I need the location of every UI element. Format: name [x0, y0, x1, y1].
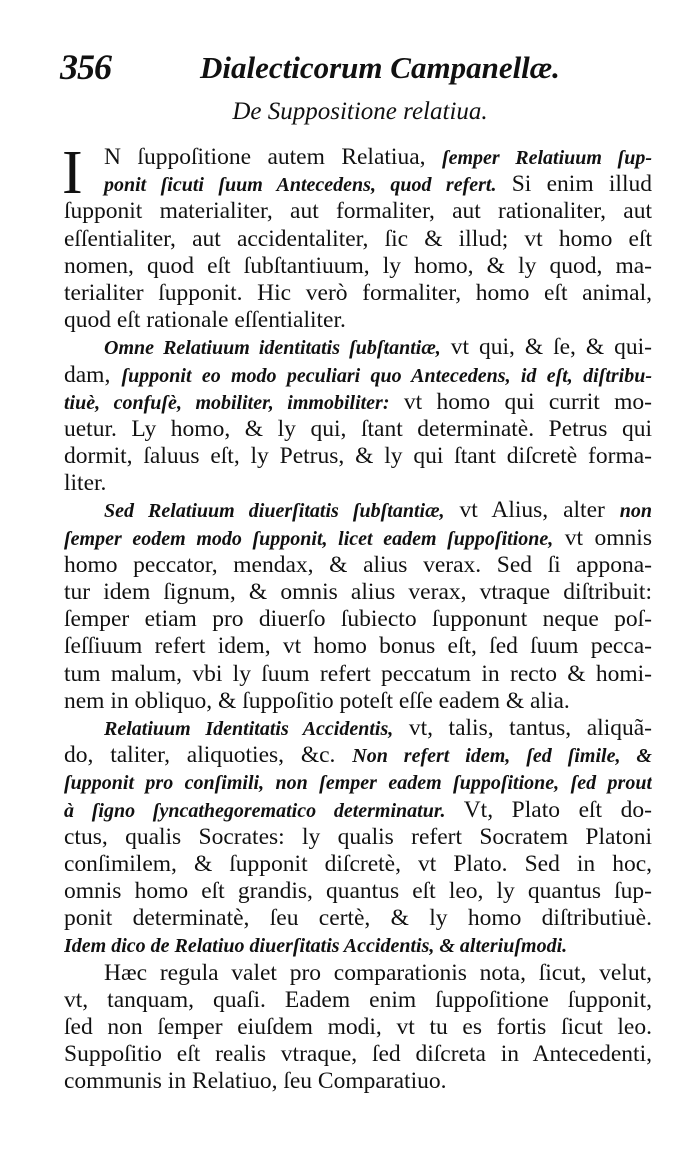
text-run: uetur. Ly homo, & ly qui, ſtant determinatè. Petrus qui [64, 415, 652, 442]
text-line [64, 497, 652, 524]
text-run: ctus, qualis Socrates: ly qualis refert Socratem Platoni [64, 823, 652, 850]
text-run: vt qui, & ſe, & qui- [440, 334, 652, 361]
text-run: Si enim illud [496, 171, 652, 198]
text-lines [62, 139, 652, 1096]
text-run: nem in obliquo, & ſuppoſitio poteſt eſſe eadem & alia. [64, 687, 570, 714]
text-line [64, 307, 652, 334]
text-run: nomen, quod eſt ſubſtantiuum, ly homo, & ly quod, ma- [64, 252, 652, 279]
text-run: quod eſt rationale eſſentialiter. [64, 307, 346, 334]
italic-run: ſupponit pro conſimili, non ſemper eadem ſuppoſitione, ſed prout [64, 772, 652, 795]
text-line [64, 443, 652, 470]
text-run: dam, [64, 361, 122, 388]
text-run: eſſentialiter, aut accidentaliter, ſic & illud; vt homo eſt [64, 225, 652, 252]
italic-run: non [619, 500, 652, 523]
text-line [64, 987, 652, 1014]
text-line [64, 198, 652, 225]
text-run: Suppoſitio eſt realis vtraque, ſed diſcreta in Antecedenti, [64, 1041, 652, 1068]
text-run: ſupponit materialiter, aut formaliter, aut rationaliter, aut [64, 198, 652, 225]
text-run: dormit, ſaluus eſt, ly Petrus, & ly qui ſtant diſcretè forma- [64, 443, 652, 470]
italic-run: Omne Relatiuum identitatis ſubſtantiæ, [104, 337, 441, 360]
text-line [64, 171, 652, 198]
text-run: tum malum, vbi ly ſuum refert peccatum in recto & homi- [64, 660, 652, 687]
text-line [64, 334, 652, 361]
body-text [62, 139, 652, 1096]
text-line [64, 661, 652, 688]
text-run: homo peccator, mendax, & alius verax. Sed ſi appona- [64, 551, 652, 578]
italic-run: Sed Relatiuum diuerſitatis ſubſtantiæ, [104, 500, 445, 523]
page-header [60, 44, 660, 92]
text-run: ſemper etiam pro diuerſo ſubiecto ſupponunt neque poſ- [64, 606, 652, 633]
text-run: vt, tanquam, quaſi. Eadem enim ſuppoſitione ſupponit, [64, 986, 652, 1013]
text-run: tur idem ſignum, & omnis alius verax, vtraque diſtribuit: [64, 579, 652, 605]
text-run: ſed non ſemper eiuſdem modi, vt tu es fortis ſicut leo. [64, 1014, 652, 1040]
text-run: vt omnis [553, 524, 652, 551]
text-line [64, 226, 652, 253]
text-run: vt homo qui currit mo- [389, 388, 652, 415]
italic-run: tiuè, confuſè, mobiliter, immobiliter: [64, 391, 390, 414]
drop-cap: I [62, 139, 83, 207]
text-run: conſimilem, & ſupponit diſcretè, vt Plato. Sed in hoc, [64, 850, 652, 877]
text-run: N ſuppoſitione autem Relatiua, [104, 144, 442, 170]
text-line [64, 797, 652, 824]
text-line [64, 1068, 652, 1095]
text-line [64, 579, 652, 606]
text-line [64, 1014, 652, 1041]
text-line [64, 280, 652, 307]
text-line [64, 769, 652, 796]
text-line [64, 905, 652, 932]
text-line [64, 742, 652, 769]
text-line [64, 1041, 652, 1068]
text-line [64, 389, 652, 416]
text-line [64, 525, 652, 552]
text-line [64, 960, 652, 987]
text-line [64, 633, 652, 660]
text-run: liter. [64, 470, 107, 497]
text-run: omnis homo eſt grandis, quantus eſt leo, ly quantus ſup- [64, 878, 652, 905]
italic-run: ſemper Relatiuum ſup- [441, 147, 652, 169]
text-line [64, 253, 652, 280]
text-run: Hæc regula valet pro comparationis nota, ſicut, velut, [104, 959, 652, 986]
text-line [64, 144, 652, 171]
running-head: Dialecticorum Campanellæ. [200, 50, 560, 85]
text-run: ponit determinatè, ſeu certè, & ly homo diſtributiuè. [64, 905, 652, 932]
text-line [64, 932, 652, 959]
text-line [64, 688, 652, 715]
text-line [64, 552, 652, 579]
italic-run: Non refert idem, ſed ſimile, & [352, 745, 652, 768]
text-line [64, 606, 652, 633]
italic-run: à ſigno ſyncathegorematico determinatur. [64, 799, 446, 822]
section-title: De Suppositione relatiua. [232, 98, 488, 125]
text-line [64, 715, 652, 742]
text-run: communis in Relatiuo, ſeu Comparatiuo. [64, 1068, 447, 1095]
italic-run: ponit ſicuti ſuum Antecedens, quod refert. [104, 174, 497, 197]
text-line [64, 851, 652, 878]
italic-run: ſupponit eo modo peculiari quo Antecedens, id eſt, diſtribu- [121, 364, 652, 387]
text-line [64, 362, 652, 389]
italic-run: Idem dico de Relatiuo diuerſitatis Accidentis, & alteriuſmodi. [64, 935, 568, 958]
text-run: do, taliter, aliquoties, &c. [64, 742, 353, 769]
text-run: ſeſſiuum refert idem, vt homo bonus eſt, ſed ſuum pecca- [64, 633, 652, 660]
text-run: vt Alius, alter [444, 497, 620, 524]
page-number: 356 [60, 47, 111, 87]
text-line [64, 824, 652, 851]
text-run: terialiter ſupponit. Hic verò formaliter, homo eſt animal, [64, 279, 652, 306]
text-line [64, 416, 652, 443]
text-run: Vt, Plato eſt do- [445, 796, 652, 823]
text-line [64, 878, 652, 905]
italic-run: Relatiuum Identitatis Accidentis, [104, 717, 394, 740]
text-line [64, 470, 652, 497]
text-run: vt, talis, tantus, aliquã- [393, 714, 652, 741]
italic-run: ſemper eodem modo ſupponit, licet eadem ſuppoſitione, [64, 527, 554, 550]
